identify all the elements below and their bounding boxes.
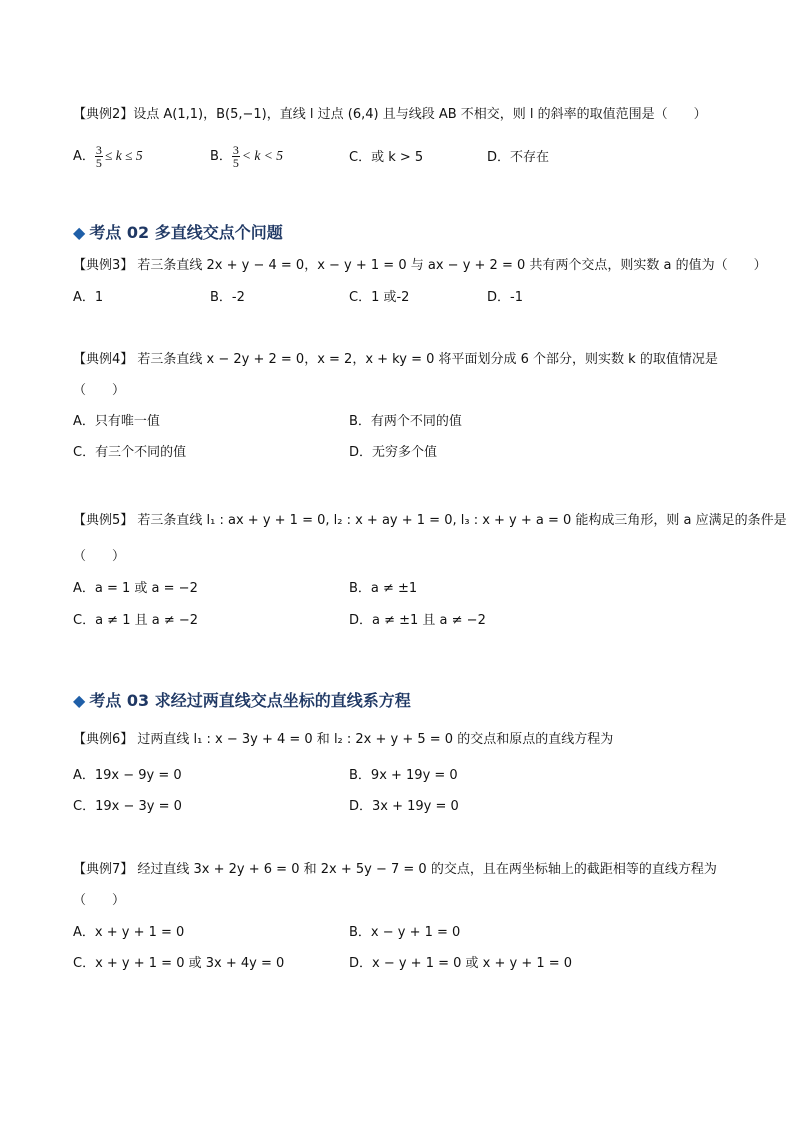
example-4-answer-paren: （ ） [73,383,126,398]
section-heading-02 [73,220,283,243]
example-5-option-c: C．a ≠ 1 且 a ≠ −2 [73,613,199,628]
fraction-denominator: 5 [95,156,102,170]
example-7-option-b: B．x − y + 1 = 0 [349,925,461,940]
diamond-icon: ◆ [73,691,86,710]
option-label: D． [487,150,511,165]
fraction-denominator: 5 [232,156,239,170]
example-5-answer-paren: （ ） [73,549,126,564]
example-5-option-b: B．a ≠ ±1 [349,581,418,596]
example-6-option-c: C．19x − 3y = 0 [73,799,182,814]
example-6-stem: 【典例6】 过两直线 l₁ : x − 3y + 4 = 0 和 l₂ : 2x + y + 5 = 0 的交点和原点的直线方程为 [73,732,614,747]
example-5-option-d: D．a ≠ ±1 且 a ≠ −2 [349,613,486,628]
example-4-option-b: B．有两个不同的值 [349,414,462,429]
example-2-option-c [349,149,423,167]
example-3-stem: 【典例3】 若三条直线 2x + y − 4 = 0，x − y + 1 = 0 与 ax − y + 2 = 0 共有两个交点，则实数 a 的值为（ ） [73,258,767,273]
fraction [232,144,240,169]
example-6-option-a: A．19x − 9y = 0 [73,768,182,783]
example-7-answer-paren: （ ） [73,893,126,908]
example-5-option-a: A．a = 1 或 a = −2 [73,581,198,596]
example-4-option-c: C．有三个不同的值 [73,445,187,460]
section-title: 考点 02 多直线交点个问题 [89,223,283,242]
example-4-stem: 【典例4】 若三条直线 x − 2y + 2 = 0，x = 2，x + ky = 0 将平面划分成 6 个部分，则实数 k 的取值情况是 [73,352,718,367]
example-7-option-a: A．x + y + 1 = 0 [73,925,185,940]
example-7-option-c: C．x + y + 1 = 0 或 3x + 4y = 0 [73,956,285,971]
example-6-option-b: B．9x + 19y = 0 [349,768,458,783]
option-text: 或 k > 5 [371,150,424,165]
example-2-stem: 【典例2】设点 A(1,1)，B(5,−1)，直线 l 过点 (6,4) 且与线段 AB 不相交，则 l 的斜率的取值范围是（ ） [73,107,707,122]
fraction-numerator: 3 [232,143,239,157]
example-2-option-b [210,144,283,169]
option-label: B． [210,149,232,164]
example-3-option-c: C．1 或-2 [349,290,410,305]
example-6-option-d: D．3x + 19y = 0 [349,799,459,814]
option-text: < k < 5 [241,148,284,163]
example-3-option-b: B．-2 [210,290,245,305]
example-2-option-a [73,144,143,169]
option-label: C． [349,150,372,165]
option-text: 不存在 [510,150,550,165]
example-5-stem: 【典例5】 若三条直线 l₁ : ax + y + 1 = 0, l₂ : x + ay + 1 = 0, l₃ : x + y + a = 0 能构成三角形，则 a 应满足的条件是 [73,513,787,528]
fraction [95,144,103,169]
example-4-option-a: A．只有唯一值 [73,414,160,429]
example-2-option-d [487,149,549,167]
option-label: A． [73,149,95,164]
section-title: 考点 03 求经过两直线交点坐标的直线系方程 [89,691,411,710]
example-4-option-d: D．无穷多个值 [349,445,438,460]
diamond-icon: ◆ [73,223,86,242]
example-3-option-a: A．1 [73,290,104,305]
example-7-option-d: D．x − y + 1 = 0 或 x + y + 1 = 0 [349,956,573,971]
fraction-numerator: 3 [95,143,102,157]
option-text: ≤ k ≤ 5 [104,148,143,163]
example-3-option-d: D．-1 [487,290,523,305]
example-7-stem: 【典例7】 经过直线 3x + 2y + 6 = 0 和 2x + 5y − 7 = 0 的交点，且在两坐标轴上的截距相等的直线方程为 [73,862,717,877]
section-heading-03 [73,688,411,711]
